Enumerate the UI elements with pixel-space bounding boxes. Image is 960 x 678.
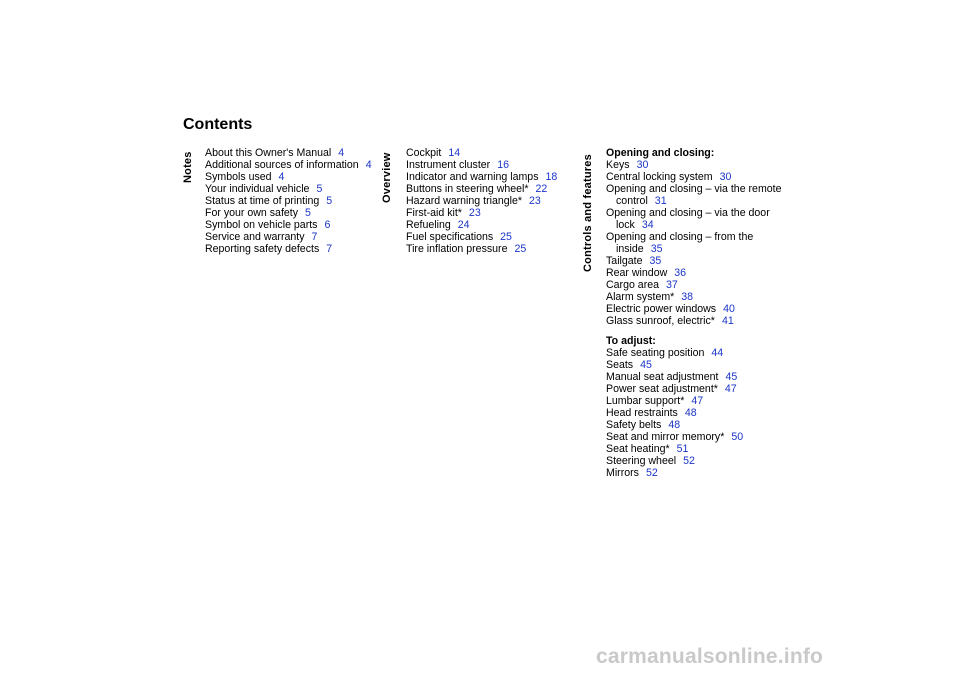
toc-entry[interactable] bbox=[606, 207, 786, 231]
page-link[interactable]: 4 bbox=[365, 159, 372, 171]
toc-column-notes bbox=[205, 147, 380, 255]
entry-title: Indicator and warning lamps bbox=[406, 171, 539, 183]
page-link[interactable]: 25 bbox=[500, 231, 512, 243]
entry-title: Power seat adjustment* bbox=[606, 383, 718, 395]
toc-entry[interactable] bbox=[606, 443, 786, 455]
page-link[interactable]: 45 bbox=[640, 359, 652, 371]
group-spacer bbox=[606, 327, 786, 335]
entry-title: About this Owner's Manual bbox=[205, 147, 332, 159]
page-link[interactable]: 35 bbox=[650, 243, 663, 255]
page-link[interactable]: 35 bbox=[649, 255, 662, 267]
entry-title: Mirrors bbox=[606, 467, 639, 479]
entry-title: Symbols used bbox=[205, 171, 272, 183]
entry-title: Additional sources of information bbox=[205, 159, 359, 171]
toc-entry[interactable] bbox=[205, 195, 380, 207]
page-link[interactable]: 18 bbox=[545, 171, 558, 183]
page-link[interactable]: 47 bbox=[724, 383, 737, 395]
page-link[interactable]: 5 bbox=[305, 207, 311, 219]
toc-entry[interactable] bbox=[205, 219, 380, 231]
entry-title: Status at time of printing bbox=[205, 195, 320, 207]
page-link[interactable]: 50 bbox=[731, 431, 744, 443]
entry-title: Service and warranty bbox=[205, 231, 305, 243]
entry-title: Cargo area bbox=[606, 279, 659, 291]
toc-entry[interactable] bbox=[205, 243, 380, 255]
toc-entry[interactable] bbox=[606, 279, 786, 291]
toc-entry[interactable] bbox=[205, 207, 380, 219]
toc-column-overview bbox=[406, 147, 581, 255]
toc-entry[interactable] bbox=[205, 231, 380, 243]
toc-entry[interactable] bbox=[606, 255, 786, 267]
page-link[interactable]: 5 bbox=[326, 195, 333, 207]
page-link[interactable]: 24 bbox=[457, 219, 470, 231]
page-link[interactable]: 23 bbox=[468, 207, 481, 219]
page-link[interactable]: 16 bbox=[497, 159, 509, 171]
toc-entry[interactable] bbox=[606, 267, 786, 279]
toc-entry[interactable] bbox=[606, 371, 786, 383]
entry-title: Lumbar support* bbox=[606, 395, 685, 407]
page-link[interactable]: 22 bbox=[535, 183, 548, 195]
page-link[interactable]: 23 bbox=[529, 195, 541, 207]
entry-title: Tire inflation pressure bbox=[406, 243, 508, 255]
entry-title: Buttons in steering wheel* bbox=[406, 183, 529, 195]
page-link[interactable]: 5 bbox=[316, 183, 323, 195]
page-link[interactable]: 52 bbox=[645, 467, 658, 479]
page-link[interactable]: 4 bbox=[338, 147, 345, 159]
toc-column-controls bbox=[606, 147, 786, 479]
entry-title: Safety belts bbox=[606, 419, 662, 431]
toc-entry[interactable] bbox=[406, 243, 581, 255]
toc-entry[interactable] bbox=[606, 159, 786, 171]
entry-title: Keys bbox=[606, 159, 630, 171]
entry-title: Instrument cluster bbox=[406, 159, 491, 171]
toc-entry[interactable] bbox=[406, 183, 581, 195]
entry-title: Steering wheel bbox=[606, 455, 677, 467]
page-link[interactable]: 7 bbox=[326, 243, 333, 255]
page-link[interactable]: 48 bbox=[668, 419, 681, 431]
page-link[interactable]: 31 bbox=[654, 195, 667, 207]
entry-title: For your own safety bbox=[205, 207, 299, 219]
page-link[interactable]: 14 bbox=[448, 147, 461, 159]
page-link[interactable]: 30 bbox=[636, 159, 649, 171]
page-link[interactable]: 41 bbox=[721, 315, 734, 327]
entry-title: Seat and mirror memory* bbox=[606, 431, 725, 443]
toc-entry[interactable] bbox=[606, 467, 786, 479]
toc-entry[interactable] bbox=[406, 231, 581, 243]
toc-entry[interactable] bbox=[406, 219, 581, 231]
toc-entry[interactable] bbox=[205, 147, 380, 159]
page-link[interactable]: 34 bbox=[641, 219, 654, 231]
toc-entry[interactable] bbox=[205, 183, 380, 195]
entry-title: Seat heating* bbox=[606, 443, 670, 455]
page-link[interactable]: 51 bbox=[676, 443, 689, 455]
page-link[interactable]: 40 bbox=[723, 303, 735, 315]
entry-title: Manual seat adjustment bbox=[606, 371, 719, 383]
page-link[interactable]: 4 bbox=[278, 171, 285, 183]
entry-title: Head restraints bbox=[606, 407, 678, 419]
toc-entry[interactable] bbox=[406, 147, 581, 159]
toc-entry[interactable] bbox=[606, 395, 786, 407]
toc-entry[interactable] bbox=[406, 171, 581, 183]
page-link[interactable]: 36 bbox=[674, 267, 687, 279]
toc-entry[interactable] bbox=[406, 207, 581, 219]
page-link[interactable]: 48 bbox=[684, 407, 697, 419]
entry-title: Rear window bbox=[606, 267, 668, 279]
entry-title: Opening and closing – via the door lock bbox=[606, 207, 770, 231]
entry-title: Electric power windows bbox=[606, 303, 717, 315]
toc-entry[interactable] bbox=[406, 195, 581, 207]
page-link[interactable]: 47 bbox=[691, 395, 704, 407]
group-heading: To adjust: bbox=[606, 335, 656, 347]
entry-title: Central locking system bbox=[606, 171, 713, 183]
toc-entry[interactable] bbox=[606, 407, 786, 419]
toc-entry[interactable] bbox=[606, 359, 786, 371]
entry-title: First-aid kit* bbox=[406, 207, 462, 219]
entry-title: Alarm system* bbox=[606, 291, 675, 303]
page-link[interactable]: 30 bbox=[719, 171, 732, 183]
toc-entry[interactable] bbox=[606, 231, 786, 255]
page-link[interactable]: 38 bbox=[681, 291, 694, 303]
entry-title: Opening and closing – via the remote control bbox=[606, 183, 782, 207]
entry-title: Glass sunroof, electric* bbox=[606, 315, 715, 327]
entry-title: Cockpit bbox=[406, 147, 442, 159]
toc-entry[interactable] bbox=[606, 171, 786, 183]
page-link[interactable]: 44 bbox=[711, 347, 724, 359]
watermark: carmanualsonline.info bbox=[596, 645, 824, 668]
section-label: Notes bbox=[182, 151, 194, 183]
toc-entry[interactable] bbox=[606, 303, 786, 315]
entry-title: Fuel specifications bbox=[406, 231, 494, 243]
page-link[interactable]: 37 bbox=[666, 279, 678, 291]
page-link[interactable]: 25 bbox=[514, 243, 527, 255]
toc-entry[interactable] bbox=[205, 159, 380, 171]
toc-entry[interactable] bbox=[606, 419, 786, 431]
entry-title: Your individual vehicle bbox=[205, 183, 310, 195]
toc-entry[interactable] bbox=[606, 431, 786, 443]
entry-title: Reporting safety defects bbox=[205, 243, 320, 255]
toc-entry[interactable] bbox=[606, 383, 786, 395]
toc-entry[interactable] bbox=[205, 171, 380, 183]
page-title: Contents bbox=[183, 116, 253, 133]
entry-title: Opening and closing – from the inside bbox=[606, 231, 754, 255]
toc-entry[interactable] bbox=[606, 315, 786, 327]
toc-entry[interactable] bbox=[606, 455, 786, 467]
entry-title: Safe seating position bbox=[606, 347, 705, 359]
section-label: Controls and features bbox=[582, 154, 594, 272]
group-heading: Opening and closing: bbox=[606, 147, 715, 159]
section-label: Overview bbox=[381, 152, 393, 203]
page-link[interactable]: 7 bbox=[311, 231, 318, 243]
page-link[interactable]: 52 bbox=[683, 455, 695, 467]
toc-entry[interactable] bbox=[606, 347, 786, 359]
toc-entry[interactable] bbox=[606, 183, 786, 207]
entry-title: Symbol on vehicle parts bbox=[205, 219, 318, 231]
page-link[interactable]: 45 bbox=[725, 371, 738, 383]
entry-title: Seats bbox=[606, 359, 634, 371]
entry-title: Tailgate bbox=[606, 255, 643, 267]
entry-title: Refueling bbox=[406, 219, 451, 231]
entry-title: Hazard warning triangle* bbox=[406, 195, 523, 207]
toc-entry[interactable] bbox=[606, 291, 786, 303]
page-link[interactable]: 6 bbox=[324, 219, 331, 231]
toc-entry[interactable] bbox=[406, 159, 581, 171]
